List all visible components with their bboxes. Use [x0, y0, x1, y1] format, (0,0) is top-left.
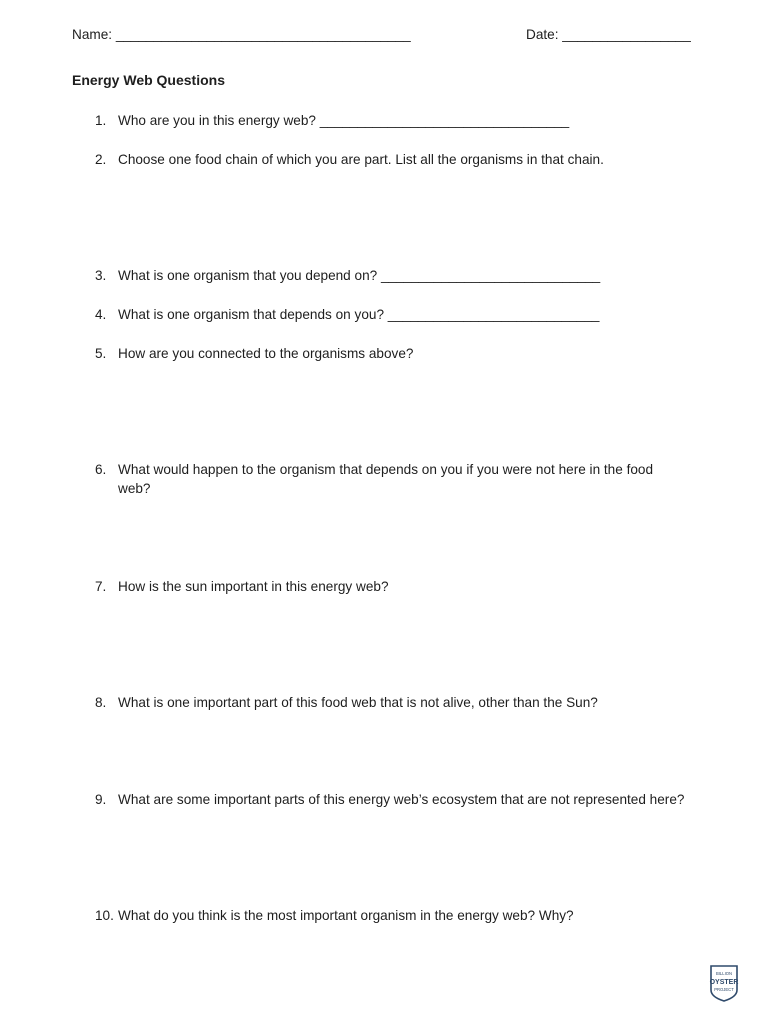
question-number: 10.: [95, 908, 114, 923]
question-text: What are some important parts of this energy web’s ecosystem that are not represented here?: [118, 792, 685, 807]
question-text: What would happen to the organism that depends on you if you were not here in the food web?: [118, 462, 654, 496]
question-number: 4.: [95, 307, 107, 322]
name-field-label: Name: _______________________________________: [72, 27, 411, 42]
question-number: 5.: [95, 346, 107, 361]
logo-line-2: OYSTER: [709, 979, 739, 986]
question-number: 8.: [95, 695, 107, 710]
question-text: What is one important part of this food web that is not alive, other than the Sun?: [118, 695, 598, 710]
question-number: 3.: [95, 268, 107, 283]
date-field-label: Date: _________________: [526, 27, 691, 42]
question-text: How are you connected to the organisms above?: [118, 346, 414, 361]
question-number: 9.: [95, 792, 107, 807]
question-text: What is one organism that you depend on? _____________________________: [118, 268, 601, 283]
billion-oyster-project-logo: [709, 964, 739, 1002]
question-number: 6.: [95, 462, 107, 477]
logo-line-1: BILLION: [715, 971, 733, 976]
question-text: What do you think is the most important organism in the energy web? Why?: [118, 908, 574, 923]
question-text: What is one organism that depends on you? ____________________________: [118, 307, 600, 322]
question-number: 7.: [95, 579, 107, 594]
question-number: 1.: [95, 113, 107, 128]
question-text: Choose one food chain of which you are part. List all the organisms in that chain.: [118, 152, 604, 167]
logo-line-3: PROJECT: [714, 987, 734, 992]
question-number: 2.: [95, 152, 107, 167]
question-text: How is the sun important in this energy web?: [118, 579, 389, 594]
question-text: Who are you in this energy web? _________________________________: [118, 113, 570, 128]
worksheet-title: Energy Web Questions: [72, 72, 225, 88]
